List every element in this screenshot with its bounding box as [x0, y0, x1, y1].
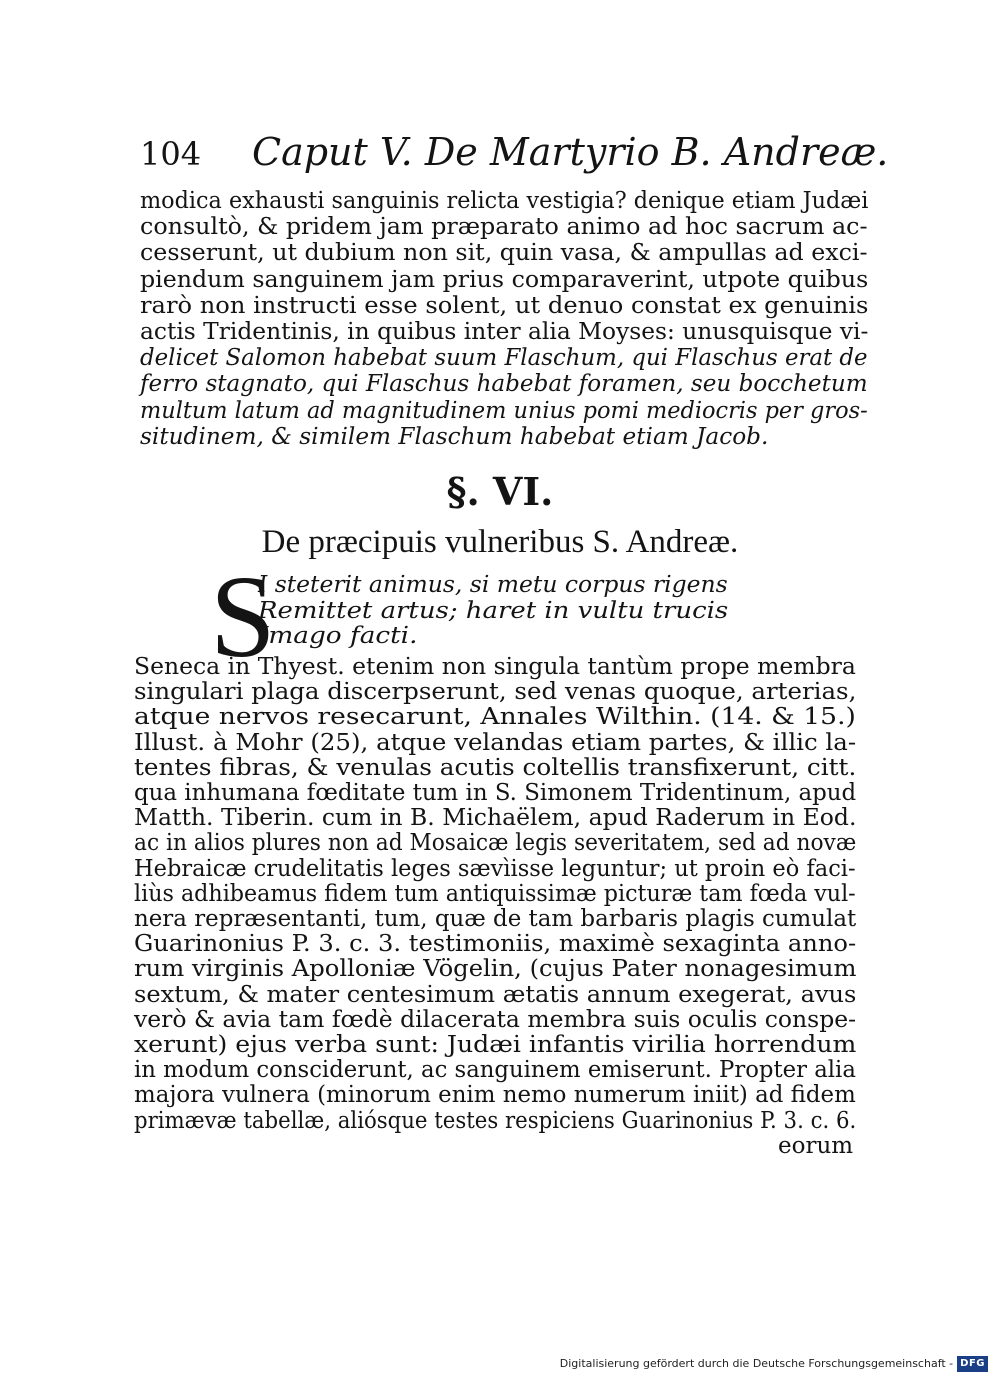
- section-number: §. VI.: [446, 469, 554, 514]
- text-line: atque nervos resecarunt, Annales Wilthin. (14. & 15.): [134, 704, 856, 731]
- text-line: Guarinonius P. 3. c. 3. testimoniis, maximè sexaginta anno-: [134, 931, 857, 958]
- text-line: Imago facti.: [258, 623, 418, 649]
- text-line: I steterit animus, si metu corpus rigens: [258, 572, 728, 598]
- footer-credit: [560, 1356, 988, 1372]
- footer-text: Digitalisierung gefördert durch die Deutsche Forschungsgemeinschaft -: [559, 1357, 954, 1370]
- dfg-logo: DFG: [957, 1356, 988, 1372]
- text-line: Remittet artus; haret in vultu trucis: [258, 597, 729, 624]
- text-line: liùs adhibeamus fidem tum antiquissimæ picturæ tam fœda vul-: [134, 880, 856, 907]
- text-line: Seneca in Thyest. etenim non singula tantùm prope membra: [134, 654, 856, 680]
- text-line: singulari plaga discerpserunt, sed venas quoque, arterias,: [134, 679, 857, 706]
- text-line: ferro stagnato, qui Flaschus habebat foramen, seu bocchetum: [140, 371, 868, 398]
- text-line: verò & avia tam fœdè dilacerata membra suis oculis conspe-: [134, 1006, 857, 1033]
- text-line: in modum consciderunt, ac sanguinem emiserunt. Propter alia: [134, 1057, 856, 1084]
- drop-cap: S: [210, 551, 276, 682]
- text-line: majora vulnera (minorum enim nemo numerum iniit) ad fidem: [134, 1082, 856, 1109]
- section-title: De præcipuis vulneribus S. Andreæ.: [261, 524, 739, 560]
- text-line: Illust. à Mohr (25), atque velandas etiam partes, & illic la-: [134, 729, 857, 756]
- text-line: consultò, & pridem jam præparato animo ad hoc sacrum ac-: [140, 214, 868, 241]
- page-number: 104: [140, 135, 202, 173]
- text-line: nera repræsentanti, tum, quæ de tam barbaris plagis cumulat: [134, 906, 857, 932]
- text-line: cesserunt, ut dubium non sit, quin vasa, & ampullas ad exci-: [140, 240, 868, 267]
- page-header: [140, 122, 889, 182]
- text-line: piendum sanguinem jam prius comparaverint, utpote quibus: [140, 266, 869, 293]
- text-line: multum latum ad magnitudinem unius pomi mediocris per gros-: [140, 397, 868, 424]
- text-line: primævæ tabellæ, aliósque testes respiciens Guarinonius P. 3. c. 6.: [134, 1107, 857, 1134]
- text-line: Hebraicæ crudelitatis leges sævìisse leguntur; ut proin eò faci-: [134, 855, 856, 882]
- text-line: rarò non instructi esse solent, ut denuo constat ex genuinis: [140, 292, 869, 319]
- text-line: tentes fibras, & venulas acutis coltellis transfixerunt, citt.: [134, 754, 857, 781]
- text-line: modica exhausti sanguinis relicta vestigia? denique etiam Judæi: [140, 188, 869, 214]
- text-line: Matth. Tiberin. cum in B. Michaëlem, apud Raderum in Eod.: [134, 805, 857, 832]
- catchword: eorum: [778, 1132, 854, 1159]
- text-line: situdinem, & similem Flaschum habebat etiam Jacob.: [140, 423, 769, 450]
- text-line: xerunt) ejus verba sunt: Judæi infantis virilia horrendum: [134, 1032, 857, 1058]
- text-line: delicet Salomon habebat suum Flaschum, qui Flaschus erat de: [140, 345, 868, 372]
- text-line: actis Tridentinis, in quibus inter alia Moyses: unusquisque vi-: [140, 319, 869, 345]
- text-line: sextum, & mater centesimum ætatis annum exegerat, avus: [134, 981, 857, 1008]
- text-line: rum virginis Apolloniæ Vögelin, (cujus Pater nonagesimum: [134, 956, 857, 983]
- text-line: ac in alios plures non ad Mosaicæ legis severitatem, sed ad novæ: [134, 830, 857, 857]
- text-line: qua inhumana fœditate tum in S. Simonem Tridentinum, apud: [134, 780, 857, 806]
- running-title: Caput V. De Martyrio B. Andreæ.: [252, 130, 889, 174]
